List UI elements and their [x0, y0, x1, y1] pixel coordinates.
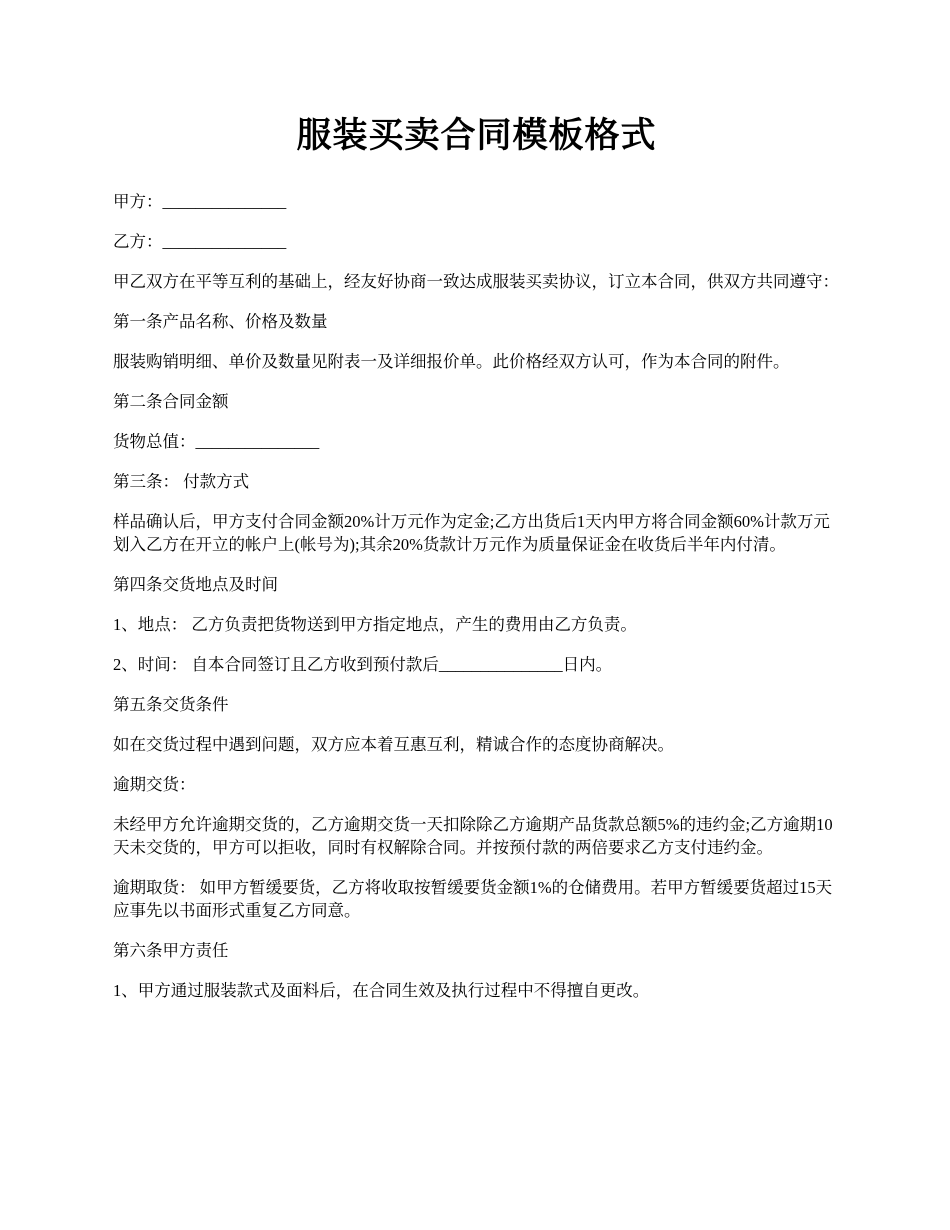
preamble-paragraph: 甲乙双方在平等互利的基础上，经友好协商一致达成服装买卖协议，订立本合同，供双方共同遵守： — [113, 272, 839, 291]
delivery-time-item: 2、时间： 自本合同签订且乙方收到预付款后_______________日内。 — [113, 655, 613, 674]
party-b-line: 乙方：_______________ — [113, 232, 287, 251]
article-1-body: 服装购销明细、单价及数量见附表一及详细报价单。此价格经双方认可，作为本合同的附件。 — [113, 352, 790, 371]
article-6-item-1: 1、甲方通过服装款式及面料后，在合同生效及执行过程中不得擅自更改。 — [113, 981, 650, 1000]
document-title: 服装买卖合同模板格式 — [296, 116, 657, 155]
late-delivery-heading: 逾期交货： — [113, 775, 196, 794]
late-delivery-body: 未经甲方允许逾期交货的，乙方逾期交货一天扣除除乙方逾期产品货款总额5%的违约金;乙方逾期10天未交货的，甲方可以拒收，同时有权解除合同。并按预付款的两倍要求乙方支付违约金。 — [113, 815, 833, 857]
document-page — [113, 112, 840, 1019]
article-3-body: 样品确认后，甲方支付合同金额20%计万元作为定金;乙方出货后1天内甲方将合同金额60%计款万元划入乙方在开立的帐户上(帐号为);其余20%货款计万元作为质量保证金在收货后半年内付清。 — [113, 512, 830, 554]
party-a-line: 甲方：_______________ — [113, 192, 287, 211]
article-3-heading: 第三条： 付款方式 — [113, 472, 250, 491]
article-4-heading: 第四条交货地点及时间 — [113, 575, 278, 594]
article-5-body: 如在交货过程中遇到问题，双方应本着互惠互利，精诚合作的态度协商解决。 — [113, 735, 674, 754]
late-pickup-body: 逾期取货： 如甲方暂缓要货，乙方将收取按暂缓要货金额1%的仓储费用。若甲方暂缓要货超过15天应事先以书面形式重复乙方同意。 — [113, 878, 833, 920]
article-6-heading: 第六条甲方责任 — [113, 941, 229, 960]
article-5-heading: 第五条交货条件 — [113, 695, 229, 714]
article-2-heading: 第二条合同金额 — [113, 392, 229, 411]
article-1-heading: 第一条产品名称、价格及数量 — [113, 312, 328, 331]
delivery-location-item: 1、地点： 乙方负责把货物送到甲方指定地点，产生的费用由乙方负责。 — [113, 615, 637, 634]
goods-total-line: 货物总值：_______________ — [113, 432, 320, 451]
